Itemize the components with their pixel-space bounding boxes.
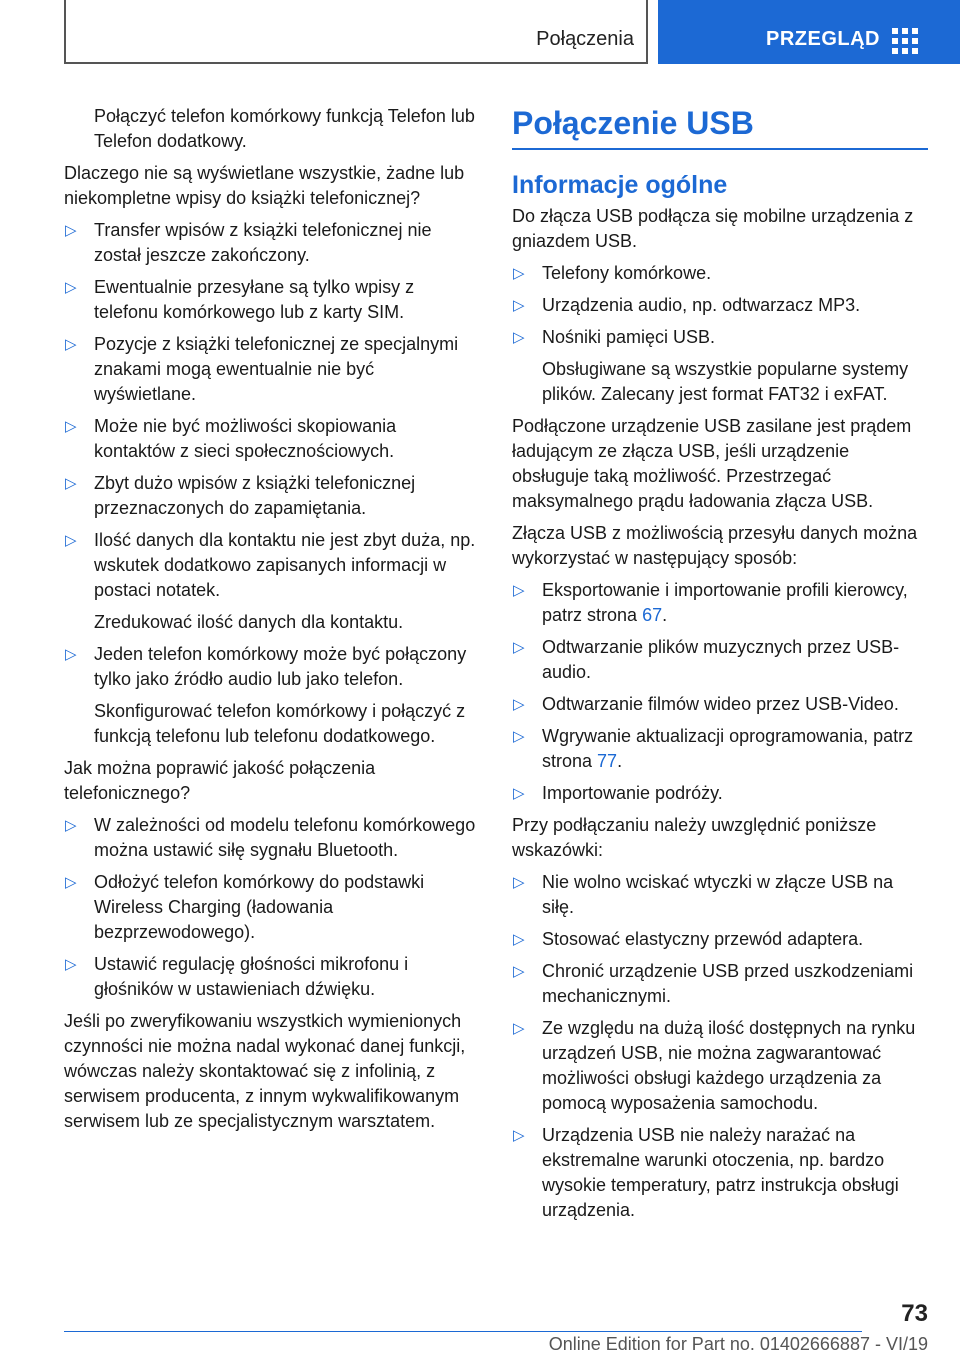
triangle-bullet-icon: ▷ (513, 582, 525, 599)
header-section-box (64, 0, 648, 64)
triangle-bullet-icon: ▷ (65, 532, 77, 549)
list-item: ▷ Ze względu na dużą ilość dostępnych na rynku urządzeń USB, nie można zagwarantować możliwości obsługi każdego urządzenia za pomocą wyposażenia samochodu. (513, 1018, 916, 1113)
list-item: ▷ Transfer wpisów z książki telefonicznej nie został jeszcze zakończony. (65, 220, 432, 265)
edition-footer: Online Edition for Part no. 01402666887 - VI/19 (548, 1334, 928, 1354)
list-item: ▷ Jeden telefon komórkowy może być połączony tylko jako źródło audio lub jako telefon. Skonfigurować telefon komórkowy i połączyć z funkcją telefonu lub telefonu dodatkowego. (64, 642, 480, 749)
list-item: ▷ Ustawić regulację głośności mikrofonu i głośników w ustawieniach dźwięku. (65, 954, 409, 999)
page-number: 73 (901, 1300, 928, 1327)
triangle-bullet-icon: ▷ (65, 279, 77, 296)
usb-usage-list (512, 578, 928, 806)
list-item: ▷ Odłożyć telefon komórkowy do podstawki Wireless Charging (ładowania bezprzewodowego). (65, 872, 425, 942)
list-item: ▷ Importowanie podróży. (512, 781, 928, 806)
triangle-bullet-icon: ▷ (513, 931, 525, 948)
grid-icon (892, 28, 918, 54)
triangle-bullet-icon: ▷ (513, 785, 525, 802)
section-title: Połączenia (536, 28, 634, 50)
triangle-bullet-icon: ▷ (65, 817, 77, 834)
list-item: ▷ Urządzenia USB nie należy narażać na ekstremalne warunki otoczenia, np. bardzo wysokie temperatury, patrz instrukcja obsługi urządzenia. (513, 1125, 899, 1220)
list-item: ▷ Odtwarzanie plików muzycznych przez USB-audio. (513, 637, 900, 682)
list-item: ▷ Ilość danych dla kontaktu nie jest zbyt duża, np. wskutek dodatkowo zapisanych informacji w postaci notatek. Zredukować ilość danych dla kontaktu. (64, 528, 480, 635)
list-item: ▷ Eksportowanie i importowanie profili kierowcy, patrz strona 67. (513, 580, 908, 625)
overview-tab[interactable] (658, 0, 960, 64)
triangle-bullet-icon: ▷ (513, 963, 525, 980)
right-column (512, 104, 928, 1230)
list-item: ▷ Stosować elastyczny przewód adaptera. (512, 927, 928, 952)
section-heading-usb: Połączenie USB (512, 104, 928, 150)
phonebook-reasons-list (64, 218, 480, 749)
usb-devices-list (512, 261, 928, 407)
triangle-bullet-icon: ▷ (513, 696, 525, 713)
subheading-general-info: Informacje ogólne (512, 171, 728, 199)
triangle-bullet-icon: ▷ (513, 1127, 525, 1144)
closing-paragraph: Jeśli po zweryfikowaniu wszystkich wymienionych czynności nie można nadal wykonać danej funkcji, wówczas należy skontaktować się z infolinią, z serwisem producenta, z innym wykwalifikowanym serwisem lub ze specjalistycznym warsztatem. (64, 1011, 466, 1131)
intro-continuation: Połączyć telefon komórkowy funkcją Telefon lub Telefon dodatkowy. (94, 106, 475, 151)
triangle-bullet-icon: ▷ (65, 956, 77, 973)
triangle-bullet-icon: ▷ (65, 475, 77, 492)
list-item: ▷ Nośniki pamięci USB. Obsługiwane są wszystkie popularne systemy plików. Zalecany jest format FAT32 i exFAT. (512, 325, 928, 407)
list-item: ▷ Ewentualnie przesyłane są tylko wpisy z telefonu komórkowego lub z karty SIM. (65, 277, 415, 322)
call-quality-list (64, 813, 480, 1002)
list-item-note: Zredukować ilość danych dla kontaktu. (94, 612, 404, 632)
usb-hints-list (512, 870, 928, 1223)
list-item: ▷ Pozycje z książki telefonicznej ze specjalnymi znakami mogą ewentualnie nie być wyświetlane. (65, 334, 459, 404)
list-item-note: Skonfigurować telefon komórkowy i połączyć z funkcją telefonu lub telefonu dodatkowego. (94, 701, 466, 746)
triangle-bullet-icon: ▷ (513, 639, 525, 656)
triangle-bullet-icon: ▷ (65, 336, 77, 353)
list-item: ▷ Chronić urządzenie USB przed uszkodzeniami mechanicznymi. (513, 961, 914, 1006)
left-column (64, 104, 480, 1141)
triangle-bullet-icon: ▷ (65, 874, 77, 891)
page-link-77[interactable]: 77 (597, 751, 618, 771)
usb-power-note: Podłączone urządzenie USB zasilane jest prądem ładującym ze złącza USB, jeśli urządzenie obsługuje taką możliwość. Przestrzegać maksymalnego prądu ładowania złącza USB. (512, 416, 912, 511)
usb-intro: Do złącza USB podłącza się mobilne urządzenia z gniazdem USB. (512, 206, 914, 251)
triangle-bullet-icon: ▷ (513, 297, 525, 314)
triangle-bullet-icon: ▷ (65, 222, 77, 239)
list-item: ▷ Może nie być możliwości skopiowania kontaktów z sieci społecznościowych. (65, 416, 397, 461)
triangle-bullet-icon: ▷ (65, 418, 77, 435)
triangle-bullet-icon: ▷ (513, 329, 525, 346)
usb-hints-intro: Przy podłączaniu należy uwzględnić poniższe wskazówki: (512, 815, 877, 860)
triangle-bullet-icon: ▷ (513, 1020, 525, 1037)
overview-tab-label: PRZEGLĄD (766, 28, 880, 50)
list-item: ▷ Urządzenia audio, np. odtwarzacz MP3. (512, 293, 928, 318)
list-item: ▷ Zbyt dużo wpisów z książki telefonicznej przeznaczonych do zapamiętania. (65, 473, 416, 518)
triangle-bullet-icon: ▷ (513, 874, 525, 891)
footer-divider (64, 1331, 862, 1332)
list-item: ▷ Odtwarzanie filmów wideo przez USB-Video. (512, 692, 928, 717)
triangle-bullet-icon: ▷ (513, 265, 525, 282)
question-call-quality: Jak można poprawić jakość połączenia telefonicznego? (64, 758, 376, 803)
list-item: ▷ Telefony komórkowe. (512, 261, 928, 286)
triangle-bullet-icon: ▷ (65, 646, 77, 663)
list-item: ▷ W zależności od modelu telefonu komórkowego można ustawić siłę sygnału Bluetooth. (65, 815, 476, 860)
list-item: ▷ Wgrywanie aktualizacji oprogramowania, patrz strona 77. (513, 726, 914, 771)
triangle-bullet-icon: ▷ (513, 728, 525, 745)
page-link-67[interactable]: 67 (642, 605, 663, 625)
usb-usage-intro: Złącza USB z możliwością przesyłu danych można wykorzystać w następujący sposób: (512, 523, 918, 568)
question-phonebook: Dlaczego nie są wyświetlane wszystkie, żadne lub niekompletne wpisy do książki telefonicznej? (64, 163, 465, 208)
list-item-note: Obsługiwane są wszystkie popularne systemy plików. Zalecany jest format FAT32 i exFAT. (542, 359, 909, 404)
list-item: ▷ Nie wolno wciskać wtyczki w złącze USB na siłę. (513, 872, 894, 917)
